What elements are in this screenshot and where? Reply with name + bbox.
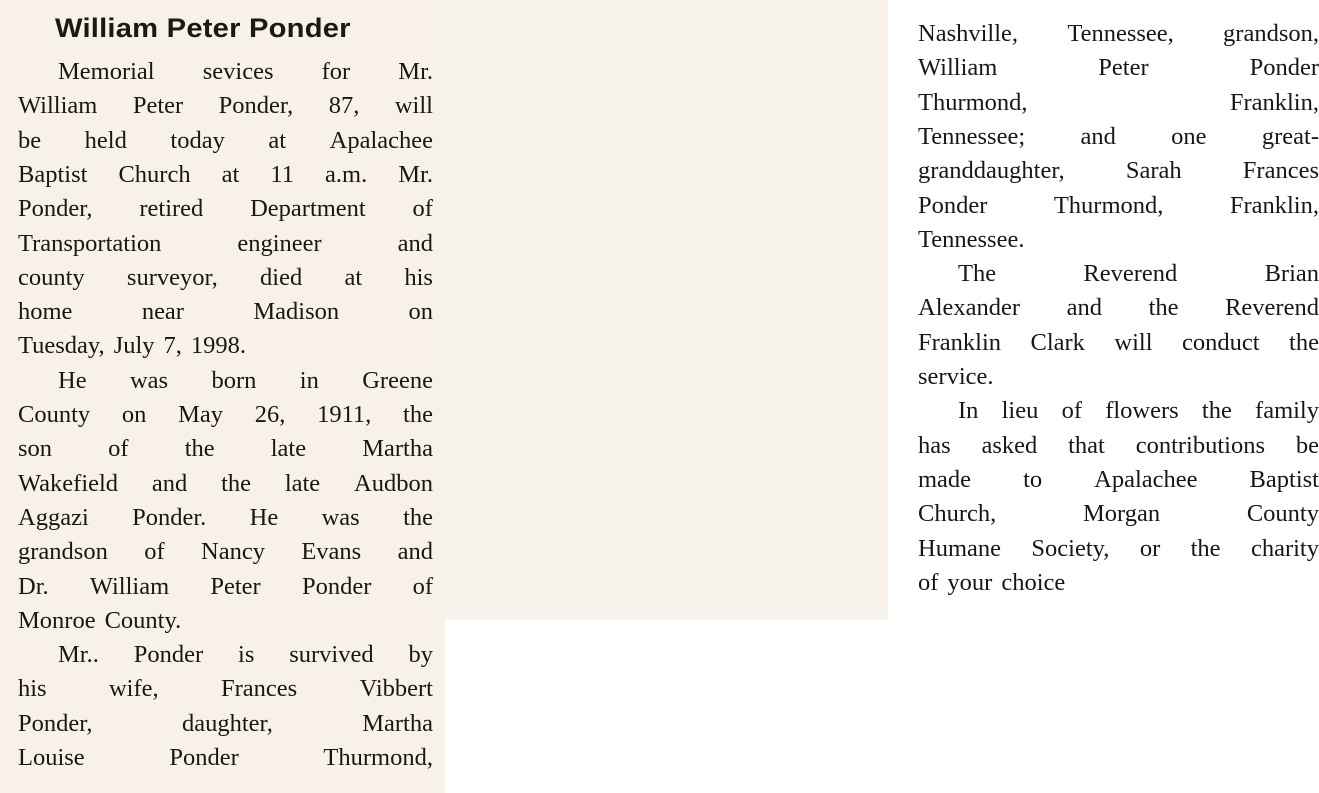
left-column-line bbox=[18, 227, 433, 261]
word: May bbox=[178, 401, 224, 428]
right-column-line bbox=[918, 189, 1319, 223]
word: Tennessee; bbox=[918, 122, 1026, 150]
word: Mr. bbox=[398, 160, 433, 188]
word: be bbox=[18, 126, 42, 154]
word: Baptist bbox=[18, 160, 88, 188]
word: July bbox=[113, 332, 155, 360]
word: 1998. bbox=[190, 332, 247, 360]
right-column-line bbox=[918, 326, 1319, 360]
left-column-line bbox=[18, 158, 433, 192]
word: charity bbox=[1250, 534, 1319, 562]
word: has bbox=[918, 431, 951, 459]
word: the bbox=[184, 435, 215, 463]
word: today bbox=[170, 126, 225, 154]
word: Clark bbox=[1030, 328, 1085, 356]
word: asked bbox=[981, 431, 1038, 459]
word: died bbox=[260, 263, 303, 291]
word: granddaughter, bbox=[918, 157, 1065, 185]
left-column bbox=[0, 0, 445, 793]
word: county bbox=[18, 263, 85, 291]
word: County bbox=[18, 401, 91, 428]
word: Sarah bbox=[1125, 157, 1182, 185]
word: to bbox=[1023, 465, 1043, 493]
word: engineer bbox=[237, 229, 322, 257]
word: In bbox=[958, 397, 979, 425]
right-column-line bbox=[918, 463, 1319, 497]
word: William bbox=[89, 572, 170, 600]
word: late bbox=[284, 469, 321, 497]
word: Alexander bbox=[918, 294, 1021, 322]
word: Madison bbox=[253, 298, 340, 326]
word: 1911, bbox=[317, 401, 372, 428]
left-column-line bbox=[18, 192, 433, 226]
word: be bbox=[1295, 431, 1319, 459]
word: Ponder bbox=[918, 191, 988, 219]
word: Apalachee bbox=[329, 126, 433, 154]
word: was bbox=[129, 366, 169, 394]
right-column-line bbox=[918, 394, 1319, 428]
word: grandson bbox=[18, 538, 108, 566]
word: of bbox=[108, 435, 129, 463]
word: Franklin, bbox=[1229, 191, 1319, 219]
word: Nancy bbox=[201, 538, 265, 566]
left-column-line bbox=[18, 364, 433, 398]
word: Vibbert bbox=[359, 675, 433, 703]
left-column-line bbox=[18, 295, 433, 329]
word: Ponder, bbox=[18, 195, 93, 223]
word: at bbox=[344, 263, 363, 291]
left-column-line bbox=[18, 672, 433, 706]
word: County. bbox=[104, 606, 182, 634]
word: flowers bbox=[1105, 397, 1179, 425]
word: of bbox=[144, 538, 165, 566]
word: son bbox=[18, 435, 53, 463]
word: or bbox=[1139, 534, 1161, 562]
word: your bbox=[947, 568, 993, 596]
word: and bbox=[397, 229, 433, 257]
word: The bbox=[958, 260, 997, 288]
left-column-line bbox=[18, 535, 433, 569]
left-column-line bbox=[18, 261, 433, 295]
word: and bbox=[151, 469, 188, 497]
word: Transportation bbox=[18, 229, 162, 257]
word: Peter bbox=[1098, 54, 1149, 82]
left-column-line bbox=[18, 638, 433, 672]
right-column-line bbox=[918, 497, 1319, 531]
word: family bbox=[1255, 397, 1319, 425]
word: Brian bbox=[1264, 260, 1319, 288]
word: William bbox=[18, 92, 98, 120]
word: 26, bbox=[254, 401, 286, 428]
word: Evans bbox=[301, 538, 362, 566]
word: Ponder bbox=[1249, 54, 1319, 82]
right-column-line bbox=[918, 154, 1319, 188]
word: on bbox=[408, 298, 433, 326]
right-column-line bbox=[918, 566, 1319, 600]
word: of bbox=[1061, 397, 1082, 425]
word: surveyor, bbox=[126, 263, 218, 291]
word: daughter, bbox=[181, 709, 273, 737]
word: retired bbox=[139, 195, 204, 223]
word: at bbox=[268, 126, 287, 154]
word: of bbox=[412, 195, 433, 223]
word: Church, bbox=[918, 500, 997, 528]
word: conduct bbox=[1182, 328, 1260, 356]
word: Mr. bbox=[398, 58, 433, 85]
word: made bbox=[918, 465, 972, 493]
word: that bbox=[1068, 431, 1105, 459]
word: Humane bbox=[918, 534, 1001, 562]
word: Thurmond, bbox=[323, 744, 433, 771]
word: Society, bbox=[1031, 534, 1110, 562]
word: Reverend bbox=[1225, 294, 1319, 322]
word: the bbox=[403, 503, 433, 531]
right-column bbox=[445, 0, 1319, 620]
word: 87, bbox=[328, 92, 360, 120]
word: Monroe bbox=[18, 606, 96, 634]
word: service. bbox=[918, 363, 994, 390]
right-column-line bbox=[918, 360, 1319, 394]
word: will bbox=[1114, 328, 1153, 356]
left-column-line bbox=[18, 432, 433, 466]
left-column-line bbox=[18, 55, 433, 89]
left-column-line bbox=[18, 707, 433, 741]
left-column-line bbox=[18, 570, 433, 604]
word: sevices bbox=[202, 58, 274, 85]
right-column-line bbox=[918, 120, 1319, 154]
word: choice bbox=[1001, 568, 1066, 596]
word: Morgan bbox=[1082, 500, 1161, 528]
word: of bbox=[918, 568, 939, 596]
word: Thurmond, bbox=[918, 88, 1028, 116]
word: contributions bbox=[1135, 431, 1265, 459]
word: Tuesday, bbox=[18, 332, 105, 360]
word: Tennessee, bbox=[1067, 20, 1174, 47]
left-column-line bbox=[18, 741, 433, 775]
word: 7, bbox=[163, 332, 182, 360]
word: near bbox=[141, 298, 184, 326]
right-column-line bbox=[918, 532, 1319, 566]
left-column-line bbox=[18, 329, 433, 363]
word: 11 bbox=[270, 160, 294, 188]
word: Martha bbox=[362, 709, 433, 737]
right-column-line bbox=[918, 223, 1319, 257]
word: the bbox=[1190, 534, 1221, 562]
word: held bbox=[84, 126, 127, 154]
right-column-line bbox=[918, 86, 1319, 120]
word: County bbox=[1246, 500, 1319, 528]
word: his bbox=[18, 675, 47, 703]
word: survived bbox=[289, 641, 374, 669]
word: Greene bbox=[362, 366, 433, 394]
word: born bbox=[211, 366, 257, 394]
word: Ponder. bbox=[132, 503, 207, 531]
word: Frances bbox=[221, 675, 298, 703]
word: Apalachee bbox=[1094, 465, 1198, 493]
word: is bbox=[238, 641, 255, 669]
word: Nashville, bbox=[918, 20, 1019, 47]
word: Aggazi bbox=[18, 503, 89, 531]
word: and bbox=[397, 538, 433, 566]
word: Dr. bbox=[18, 572, 49, 600]
word: home bbox=[18, 298, 73, 326]
word: Church bbox=[118, 160, 191, 188]
word: Peter bbox=[210, 572, 261, 600]
left-column-line bbox=[18, 604, 433, 638]
word: Department bbox=[250, 195, 366, 223]
word: the bbox=[403, 401, 433, 428]
word: Ponder bbox=[301, 572, 372, 600]
word: Martha bbox=[362, 435, 433, 463]
word: the bbox=[1201, 397, 1232, 425]
left-column-line bbox=[18, 124, 433, 158]
word: the bbox=[221, 469, 251, 497]
word: He bbox=[249, 503, 279, 531]
word: Baptist bbox=[1249, 465, 1319, 493]
word: at bbox=[221, 160, 240, 188]
word: and bbox=[1080, 122, 1116, 150]
word: Frances bbox=[1242, 157, 1319, 185]
word: grandson, bbox=[1223, 20, 1319, 47]
word: Reverend bbox=[1083, 260, 1178, 288]
word: Franklin bbox=[918, 328, 1002, 356]
word: Tennessee. bbox=[918, 225, 1025, 253]
word: wife, bbox=[108, 675, 159, 703]
word: Memorial bbox=[58, 58, 155, 85]
word: on bbox=[121, 401, 147, 428]
right-column-line bbox=[918, 51, 1319, 85]
word: and bbox=[1066, 294, 1102, 322]
word: Ponder, bbox=[18, 709, 93, 737]
left-column-line bbox=[18, 467, 433, 501]
word: by bbox=[408, 641, 433, 669]
word: Audbon bbox=[354, 469, 433, 497]
word: the bbox=[1148, 294, 1179, 322]
word: Wakefield bbox=[18, 469, 119, 497]
word: Thurmond, bbox=[1053, 191, 1164, 219]
right-column-line bbox=[918, 257, 1319, 291]
word: Ponder bbox=[133, 641, 204, 669]
word: great- bbox=[1261, 122, 1319, 150]
word: the bbox=[1289, 328, 1319, 356]
left-column-line bbox=[18, 89, 433, 123]
word: his bbox=[404, 263, 433, 291]
word: Ponder, bbox=[218, 92, 294, 120]
right-column-line bbox=[918, 291, 1319, 325]
word: He bbox=[58, 366, 87, 394]
word: one bbox=[1171, 122, 1207, 150]
right-column-line bbox=[918, 429, 1319, 463]
word: of bbox=[412, 572, 433, 600]
word: late bbox=[270, 435, 307, 463]
word: Franklin, bbox=[1229, 88, 1319, 116]
word: William bbox=[918, 54, 998, 82]
left-column-line bbox=[18, 398, 433, 432]
word: Ponder bbox=[169, 744, 239, 771]
word: for bbox=[321, 58, 351, 85]
obituary-headline: William Peter Ponder bbox=[55, 13, 351, 43]
word: in bbox=[299, 366, 319, 394]
word: lieu bbox=[1001, 397, 1039, 425]
word: Mr.. bbox=[58, 641, 99, 669]
word: a.m. bbox=[325, 160, 368, 188]
word: was bbox=[321, 503, 360, 531]
left-column-line bbox=[18, 501, 433, 535]
word: will bbox=[394, 92, 433, 120]
right-column-line bbox=[918, 17, 1319, 51]
word: Peter bbox=[132, 92, 184, 120]
word: Louise bbox=[18, 744, 85, 771]
